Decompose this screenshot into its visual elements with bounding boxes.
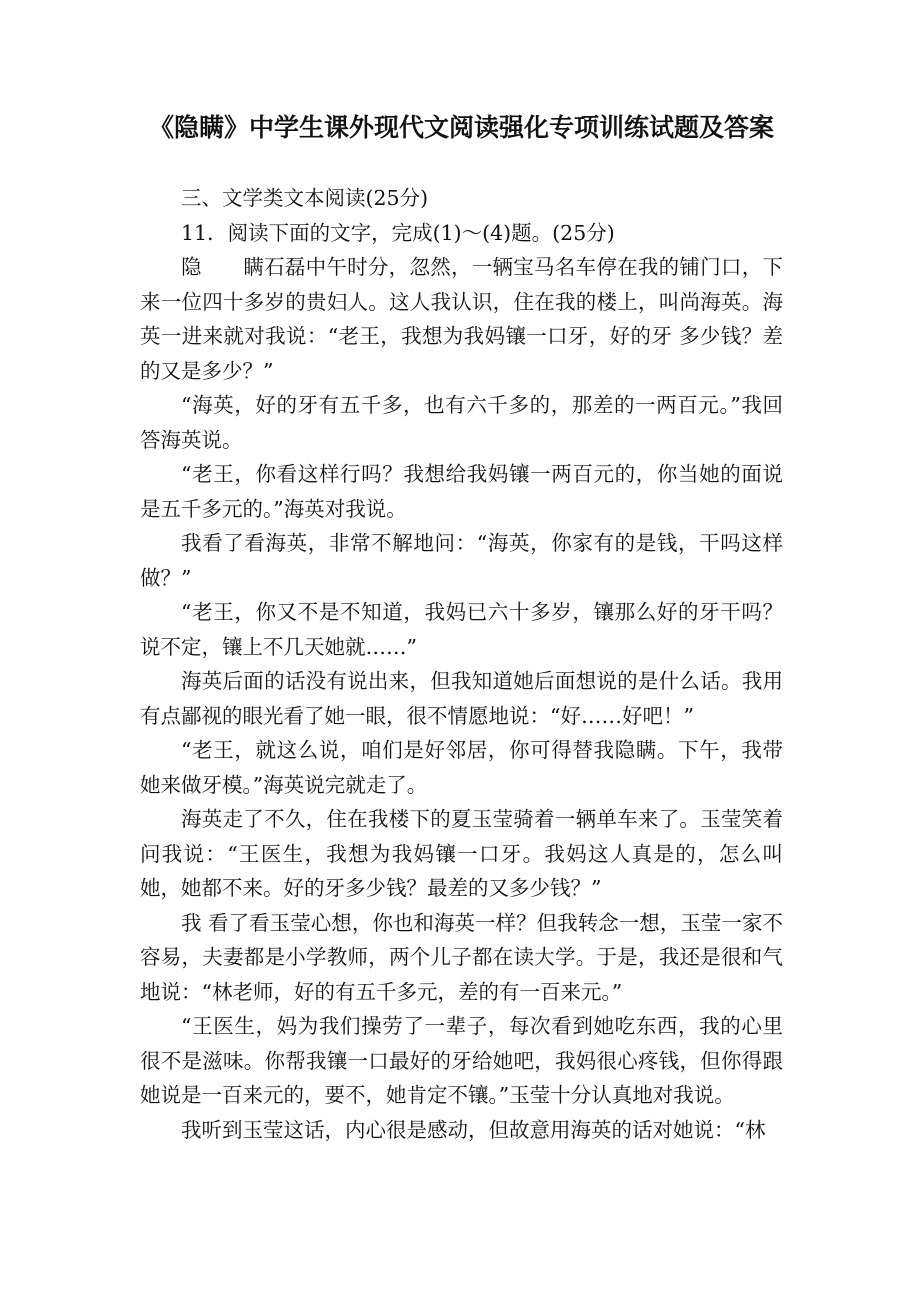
story-paragraph: 我看了看海英，非常不解地问：“海英，你家有的是钱，干吗这样做？” bbox=[140, 531, 783, 590]
story-paragraph: 我 看了看玉莹心想，你也和海英一样？但我转念一想，玉莹一家不容易，夫妻都是小学教师，两个儿子都在读大学。于是，我还是很和气地说：“林老师，好的有五千多元，差的有一百来元。” bbox=[140, 910, 783, 1004]
story-paragraph: “老王，你又不是不知道，我妈已六十多岁，镶那么好的牙干吗？说不定，镶上不几天她就……” bbox=[140, 600, 783, 659]
story-paragraph: 海英后面的话没有说出来，但我知道她后面想说的是什么话。我用有点鄙视的眼光看了她一眼，很不情愿地说：“好……好吧！” bbox=[140, 669, 783, 728]
story-paragraph: “王医生，妈为我们操劳了一辈子，每次看到她吃东西，我的心里很不是滋味。你帮我镶一口最好的牙给她吧，我妈很心疼钱，但你得跟她说是一百来元的，要不，她肯定不镶。”玉莹十分认真地对我说。 bbox=[140, 1014, 783, 1107]
section-heading: 三、文学类文本阅读(25分) bbox=[181, 186, 429, 210]
story-paragraph: 隐 瞒石磊中午时分，忽然，一辆宝马名车停在我的铺门口，下来一位四十多岁的贵妇人。这人我认识，住在我的楼上，叫尚海英。海英一进来就对我说：“老王，我想为我妈镶一口牙，好的牙 多少钱？差的又是多少？” bbox=[140, 255, 783, 383]
question-prompt: 11．阅读下面的文字，完成(1)～(4)题。(25分) bbox=[181, 220, 615, 245]
document-body bbox=[140, 181, 783, 1147]
story-paragraph: “老王，就这么说，咱们是好邻居，你可得替我隐瞒。下午，我带她来做牙模。”海英说完就走了。 bbox=[140, 738, 783, 797]
story-paragraph: “海英，好的牙有五千多，也有六千多的，那差的一两百元。”我回答海英说。 bbox=[140, 393, 783, 452]
story-paragraph: 我听到玉莹这话，内心很是感动，但故意用海英的话对她说：“林 bbox=[181, 1117, 766, 1142]
story-paragraph: 海英走了不久，住在我楼下的夏玉莹骑着一辆单车来了。玉莹笑着问我说：“王医生，我想为我妈镶一口牙。我妈这人真是的，怎么叫她，她都不来。好的牙多少钱？最差的又多少钱？” bbox=[140, 807, 783, 900]
story-paragraph: “老王，你看这样行吗？我想给我妈镶一两百元的，你当她的面说是五千多元的。”海英对我说。 bbox=[140, 462, 783, 521]
document-title: 《隐瞒》中学生课外现代文阅读强化专项训练试题及答案 bbox=[148, 113, 774, 142]
